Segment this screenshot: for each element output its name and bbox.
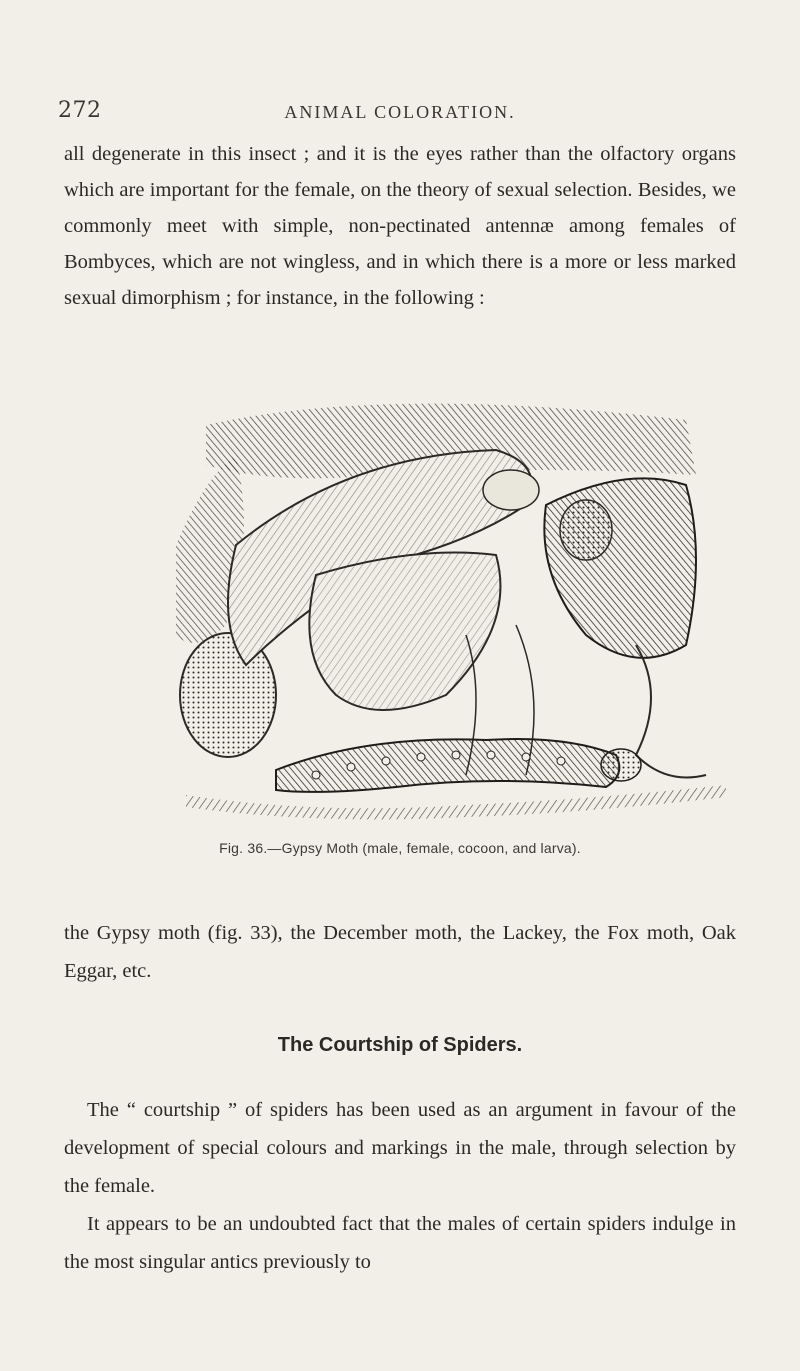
engraving-illustration-icon	[166, 395, 728, 831]
page-number: 272	[58, 98, 102, 123]
paragraph-1	[64, 136, 736, 316]
running-head	[58, 98, 742, 130]
paragraph-4-text: It appears to be an undoubted fact that the males of certain spiders indulge in the most singular antics previously to	[64, 1213, 736, 1273]
paragraph-2	[64, 914, 736, 990]
section-heading: The Courtship of Spiders.	[277, 1034, 523, 1056]
figure-caption: Fig. 36.—Gypsy Moth (male, female, cocoon, and larva).	[219, 840, 581, 856]
paragraph-4	[64, 1205, 736, 1281]
running-title: ANIMAL COLORATION.	[284, 102, 516, 122]
paragraph-2-text: the Gypsy moth (fig. 33), the December moth, the Lackey, the Fox moth, Oak Eggar, etc.	[64, 922, 736, 982]
paragraph-3	[64, 1091, 736, 1205]
figure-gypsy-moth	[166, 395, 728, 831]
paragraph-1-text: all degenerate in this insect ; and it is the eyes rather than the olfactory organs which are important for the female, on the theory of sexual selection. Besides, we commonly meet with simple, non-pectinated antennæ among females of Bombyces, which are not wingless, and in which there is a more or less marked sexual dimorphism ; for instance, in the following :	[64, 143, 736, 309]
paragraph-3-text: The “ courtship ” of spiders has been used as an argument in favour of the development of special colours and markings in the male, through selection by the female.	[64, 1099, 736, 1197]
